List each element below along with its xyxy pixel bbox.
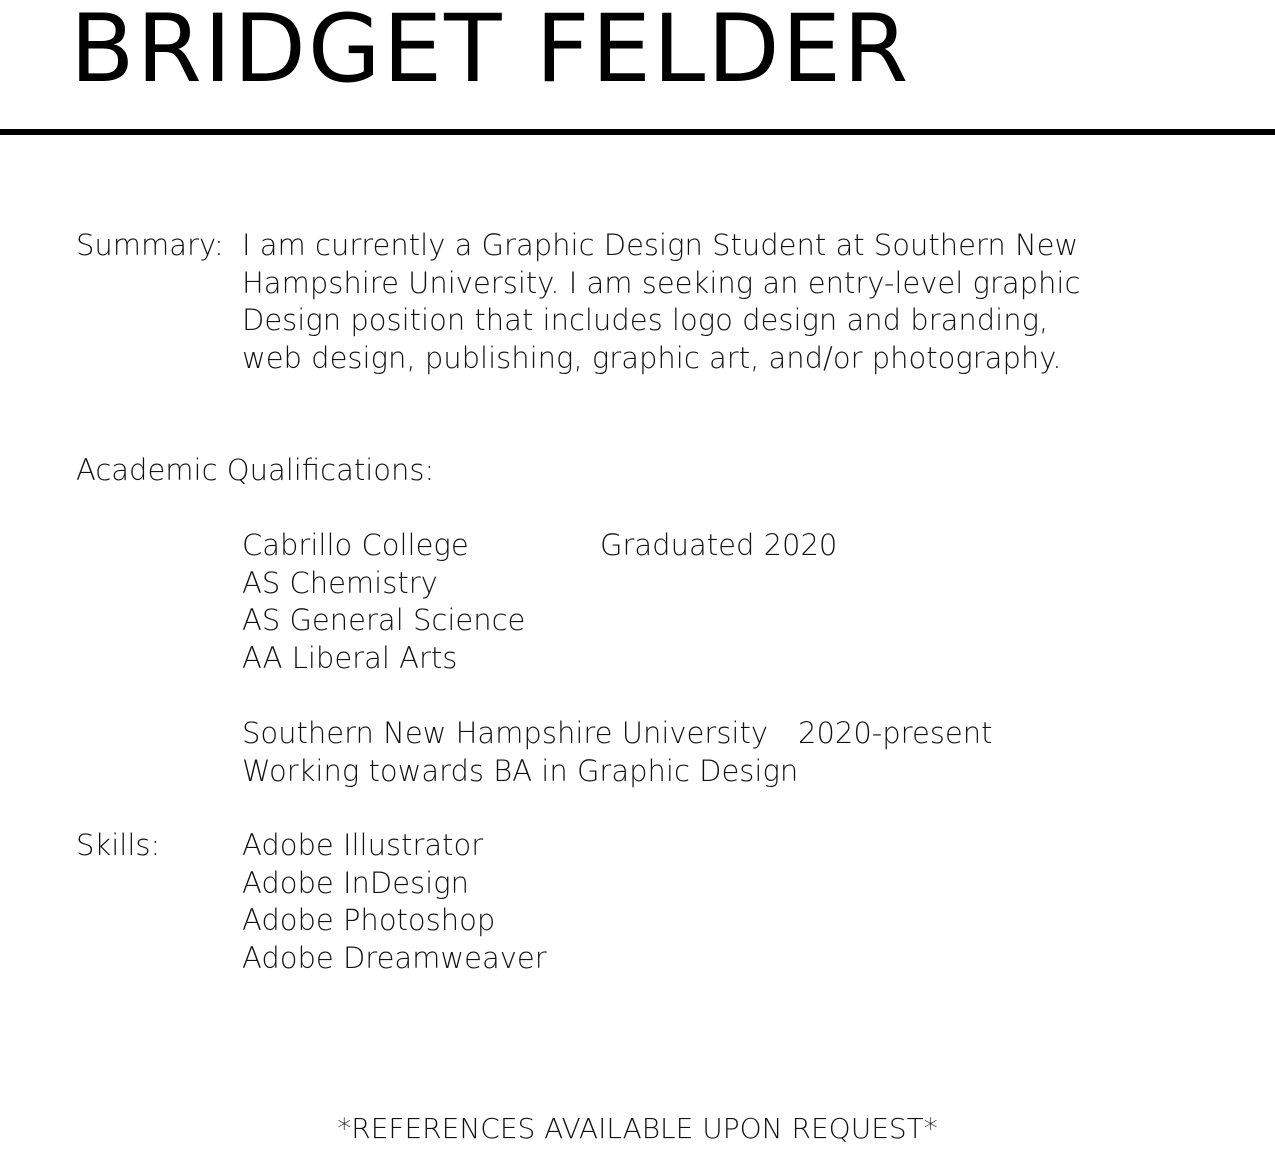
summary-line: Hampshire University. I am seeking an entry-level graphic [242, 265, 1081, 300]
summary-label: Summary: [76, 228, 224, 262]
school-dates: Graduated 2020 [600, 528, 838, 562]
summary-line: Design position that includes logo design and branding, [242, 303, 1049, 337]
degree-item: AS General Science [242, 603, 526, 637]
degree-item: AS Chemistry [242, 565, 438, 600]
school-entry-snhu [242, 715, 993, 790]
skills-list [242, 827, 547, 977]
summary-line: web design, publishing, graphic art, and/or photography. [242, 340, 1062, 375]
skill-item: Adobe Photoshop [242, 903, 496, 937]
skills-label: Skills: [76, 828, 161, 862]
school-name: Southern New Hampshire University [242, 716, 769, 750]
degree-item: Working towards BA in Graphic Design [242, 753, 799, 788]
degree-item: AA Liberal Arts [242, 640, 458, 675]
header-divider [0, 129, 1275, 135]
summary-line: I am currently a Graphic Design Student at Southern New [242, 228, 1079, 262]
skill-item: Adobe Illustrator [242, 828, 484, 862]
resume-name: BRIDGET FELDER [70, 0, 911, 104]
skill-item: Adobe Dreamweaver [242, 940, 547, 975]
summary-text [242, 227, 1080, 377]
skill-item: Adobe InDesign [242, 865, 470, 900]
school-name: Cabrillo College [242, 528, 469, 562]
academic-qualifications-label: Academic Qualifications: [76, 453, 435, 487]
school-entry-cabrillo [242, 527, 838, 677]
school-dates: 2020-present [798, 716, 993, 750]
references-note: *REFERENCES AVAILABLE UPON REQUEST* [337, 1112, 938, 1145]
